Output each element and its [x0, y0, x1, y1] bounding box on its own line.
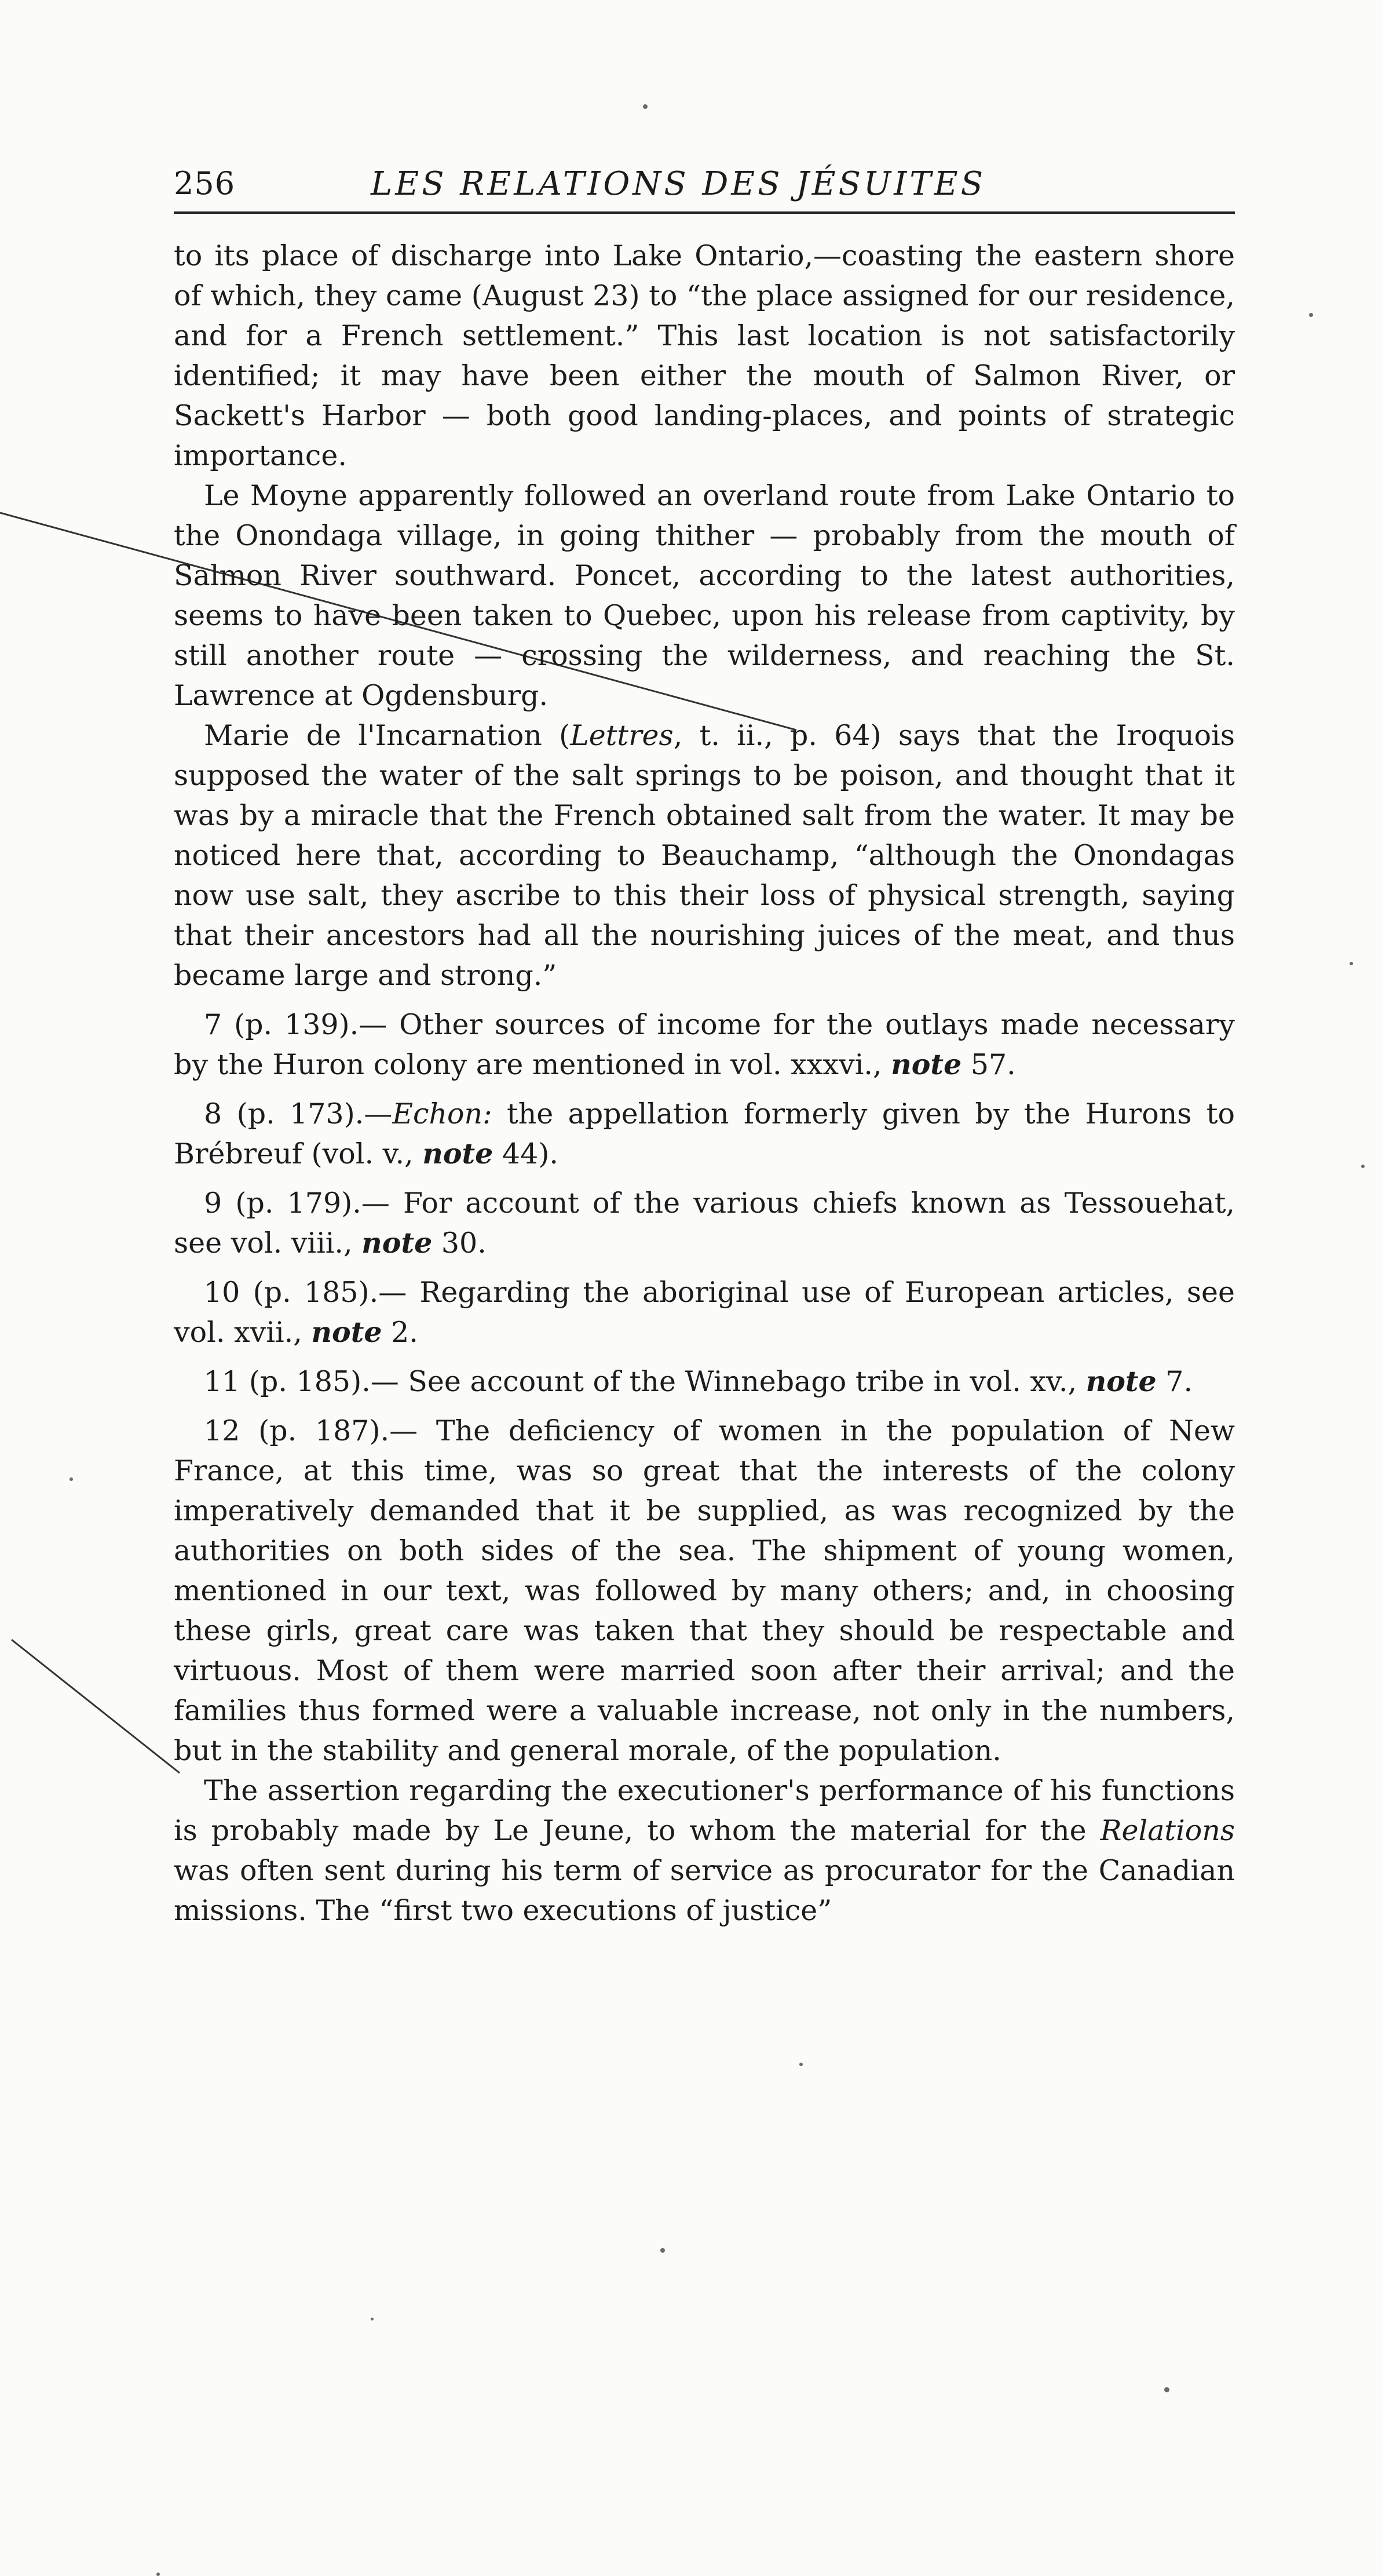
note-10: 10 (p. 185).— Regarding the aboriginal use of European articles, see vol. xvii., note 2. [174, 1276, 1235, 1349]
paragraph-le-moyne: Le Moyne apparently followed an overland route from Lake Ontario to the Onondaga village, in going thither — probably from the mouth of Salmon River southward. Poncet, according to the latest authorities, seems to have been taken to Quebec, upon his release from captivity, by still another route — crossing the wilderness, and reaching the St. Lawrence at Ogdensburg. [174, 479, 1235, 712]
note-9: 9 (p. 179).— For account of the various chiefs known as Tessouehat, see vol. viii., note 30. [174, 1187, 1235, 1260]
running-head: LES RELATIONS DES JÉSUITES [371, 165, 986, 203]
scan-speck [1350, 962, 1353, 965]
scan-speck [156, 2573, 160, 2576]
note-12-continued: The assertion regarding the executioner's performance of his functions is probably made by Le Jeune, to whom the material for the Relations was often sent during his term of service as procurator for the Canadian missions. The “first two executions of justice” [174, 1774, 1235, 1927]
note-11: 11 (p. 185).— See account of the Winnebago tribe in vol. xv., note 7. [204, 1364, 1193, 1398]
page-header [174, 165, 1235, 214]
scan-speck [660, 2248, 665, 2253]
body-text [174, 236, 1235, 1931]
page-number: 256 [174, 165, 236, 202]
scan-speck [70, 1477, 73, 1481]
note-12: 12 (p. 187).— The deficiency of women in the population of New France, at this time, was so great that the interests of the colony imperatively demanded that it be supplied, as was recognized by the authorities on both sides of the sea. The shipment of young women, mentioned in our text, was followed by many others; and, in choosing these girls, great care was taken that they should be respectable and virtuous. Most of them were married soon after their arrival; and the families thus formed were a valuable increase, not only in the numbers, but in the stability and general morale, of the population. [174, 1414, 1235, 1767]
work-title-lettres: Lettres [570, 719, 674, 752]
scan-speck [1309, 313, 1313, 317]
note-8: 8 (p. 173).—Echon: the appellation formerly given by the Hurons to Brébreuf (vol. v., note 44). [174, 1097, 1235, 1170]
scan-speck [643, 104, 648, 109]
note-7: 7 (p. 139).— Other sources of income for the outlays made necessary by the Huron colony are mentioned in vol. xxxvi., note 57. [174, 1008, 1235, 1081]
scan-speck [371, 2318, 374, 2320]
paragraph-continued: to its place of discharge into Lake Ontario,—coasting the eastern shore of which, they came (August 23) to “the place assigned for our residence, and for a French settlement.” This last location is not satisfactorily identified; it may have been either the mouth of Salmon River, or Sackett's Harbor — both good landing-places, and points of strategic importance. [174, 239, 1235, 472]
scan-speck [1361, 1165, 1365, 1168]
book-page [174, 165, 1235, 1931]
scan-speck [799, 2063, 803, 2066]
pencil-stroke-lower [12, 1640, 180, 1773]
paragraph-marie-de-l-incarnation: Marie de l'Incarnation (Lettres, t. ii., p. 64) says that the Iroquois supposed the water of the salt springs to be poison, and thought that it was by a miracle that the French obtained salt from the water. It may be noticed here that, according to Beauchamp, “although the Onondagas now use salt, they ascribe to this their loss of physical strength, saying that their ancestors had all the nourishing juices of the meat, and thus became large and strong.” [174, 719, 1235, 992]
scan-speck [1164, 2387, 1169, 2392]
